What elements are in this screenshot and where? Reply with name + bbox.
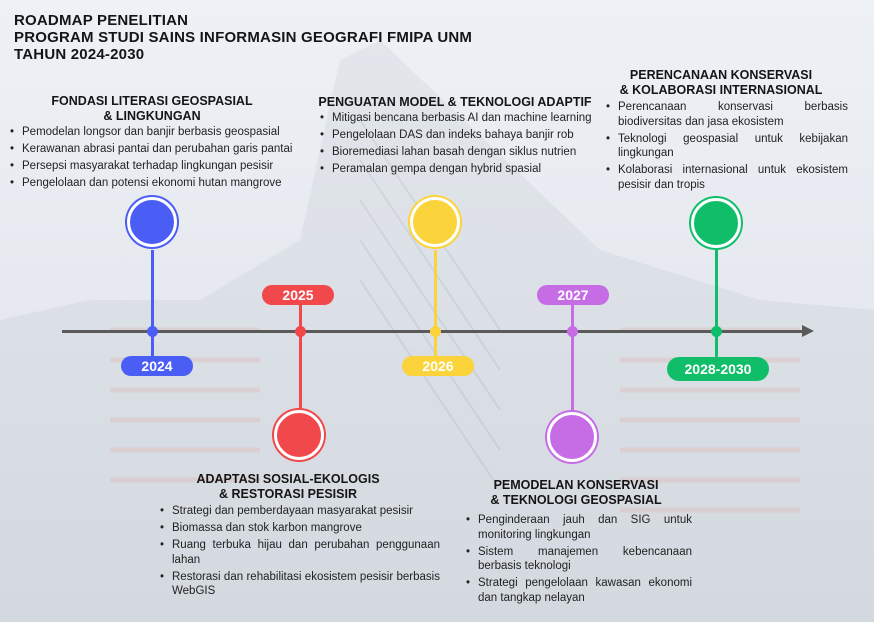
year-badge-2024: 2024 (121, 356, 193, 376)
list-2024 (8, 125, 314, 193)
axis-dot-2028-2030 (711, 326, 722, 337)
year-badge-2026: 2026 (402, 356, 474, 376)
list-2025 (158, 504, 440, 601)
node-2026 (408, 195, 462, 249)
list-item: • Kolaborasi internasional untuk ekosistem pesisir dan tropis (604, 163, 848, 192)
list-item: • Pengelolaan DAS dan indeks bahaya banjir rob (318, 128, 594, 143)
list-item: • Biomassa dan stok karbon mangrove (158, 521, 440, 536)
list-item: • Mitigasi bencana berbasis AI dan machine learning (318, 111, 594, 126)
year-badge-2028-2030: 2028-2030 (667, 357, 769, 381)
list-item: • Peramalan gempa dengan hybrid spasial (318, 162, 594, 177)
node-2025 (272, 408, 326, 462)
list-item: • Persepsi masyarakat terhadap lingkungan pesisir (8, 159, 314, 174)
heading-2026: PENGUATAN MODEL & TEKNOLOGI ADAPTIF (318, 95, 592, 109)
axis-dot-2024 (147, 326, 158, 337)
heading-2027: PEMODELAN KONSERVASI & TEKNOLOGI GEOSPASIAL (490, 478, 662, 507)
title-line-3: TAHUN 2024-2030 (14, 46, 145, 63)
heading-2025: ADAPTASI SOSIAL-EKOLOGIS & RESTORASI PESISIR (196, 472, 380, 501)
list-2026 (318, 111, 594, 179)
list-item: • Teknologi geospasial untuk kebijakan lingkungan (604, 132, 848, 161)
timeline-arrow-icon (802, 325, 814, 337)
year-badge-2027: 2027 (537, 285, 609, 305)
list-item: • Perencanaan konservasi berbasis biodiversitas dan jasa ekosistem (604, 100, 848, 129)
list-2028-2030 (604, 100, 848, 195)
heading-2024: FONDASI LITERASI GEOSPASIAL & LINGKUNGAN (51, 94, 253, 123)
stem-2026 (434, 250, 437, 365)
stem-2028-2030 (715, 250, 718, 365)
list-item: • Kerawanan abrasi pantai dan perubahan garis pantai (8, 142, 314, 157)
list-item: • Restorasi dan rehabilitasi ekosistem pesisir berbasis WebGIS (158, 570, 440, 599)
list-item: • Ruang terbuka hijau dan perubahan penggunaan lahan (158, 538, 440, 567)
list-item: • Sistem manajemen kebencanaan berbasis teknologi (464, 545, 692, 574)
heading-2028-2030: PERENCANAAN KONSERVASI & KOLABORASI INTERNASIONAL (619, 68, 823, 97)
stem-2024 (151, 250, 154, 365)
list-item: • Bioremediasi lahan basah dengan siklus nutrien (318, 145, 594, 160)
year-badge-2025: 2025 (262, 285, 334, 305)
axis-dot-2027 (567, 326, 578, 337)
title-line-2: PROGRAM STUDI SAINS INFORMASIN GEOGRAFI FMIPA UNM (14, 29, 473, 46)
list-item: • Pemodelan longsor dan banjir berbasis geospasial (8, 125, 314, 140)
list-item: • Penginderaan jauh dan SIG untuk monitoring lingkungan (464, 513, 692, 542)
axis-dot-2025 (295, 326, 306, 337)
axis-dot-2026 (430, 326, 441, 337)
node-2027 (545, 410, 599, 464)
stem-2027 (571, 300, 574, 412)
node-2024 (125, 195, 179, 249)
roadmap-title (14, 12, 472, 63)
list-item: • Strategi pengelolaan kawasan ekonomi dan tangkap nelayan (464, 576, 692, 605)
list-item: • Pengelolaan dan potensi ekonomi hutan mangrove (8, 176, 314, 191)
stem-2025 (299, 300, 302, 410)
list-2027 (464, 513, 692, 608)
list-item: • Strategi dan pemberdayaan masyarakat pesisir (158, 504, 440, 519)
title-line-1: ROADMAP PENELITIAN (14, 12, 189, 29)
node-2028-2030 (689, 196, 743, 250)
